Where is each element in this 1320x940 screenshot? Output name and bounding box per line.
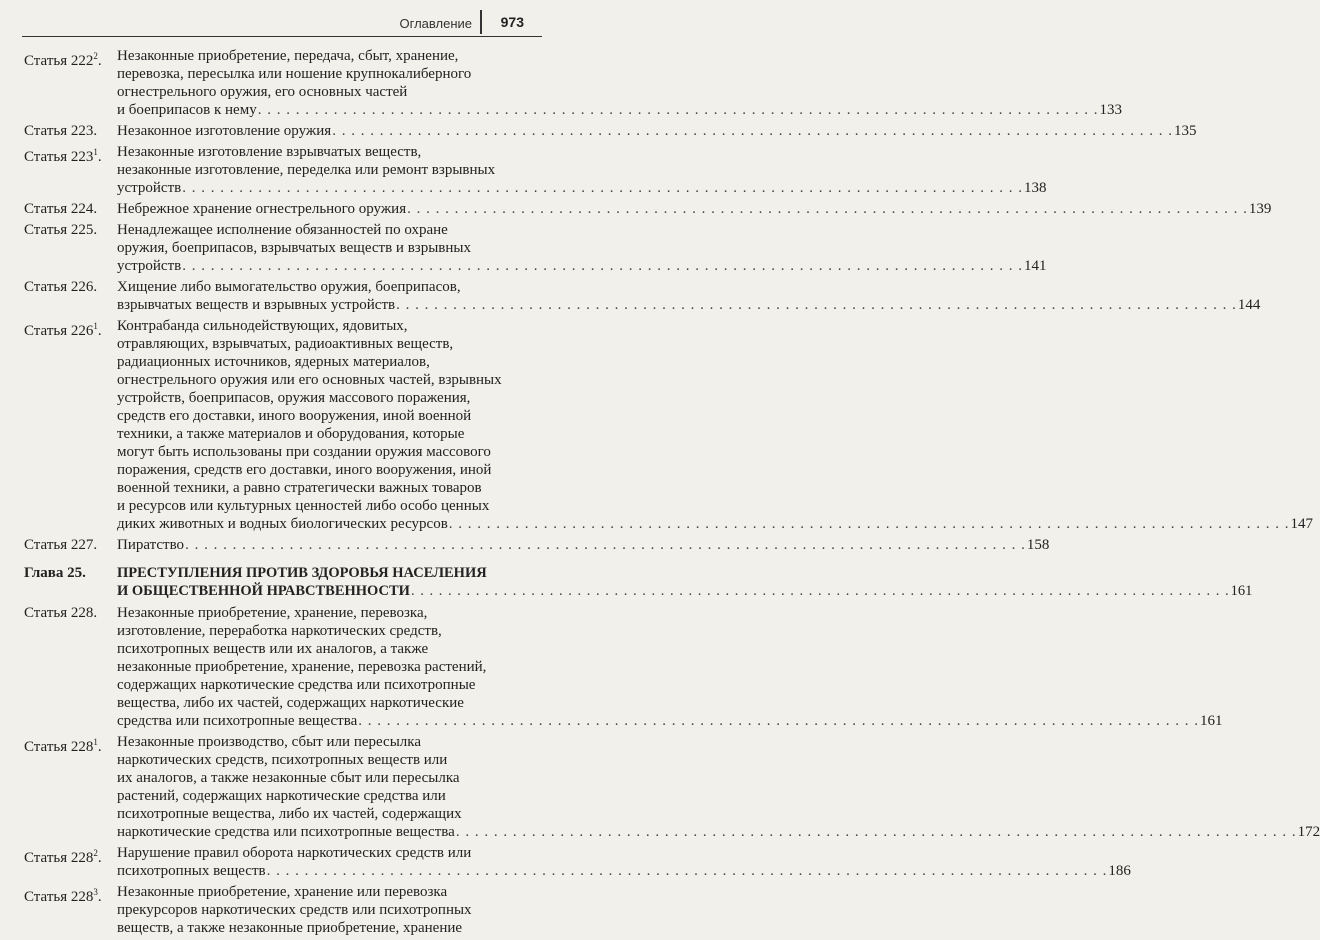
entry-title [117, 536, 1049, 554]
entry-title-line: веществ, а также незаконные приобретение, хранение [117, 920, 463, 936]
entry-title [117, 143, 1046, 197]
entry-title-line: Хищение либо вымогательство оружия, боеприпасов, [117, 279, 461, 295]
entry-label: Статья 225. [24, 222, 98, 238]
entry-title-line: взрывчатых веществ и взрывных устройств [117, 297, 396, 313]
toc-entry [24, 200, 1272, 218]
toc-entry [24, 844, 1131, 880]
entry-title-line: незаконные изготовление, переделка или ремонт взрывных [117, 162, 496, 178]
entry-title-line: могут быть использованы при создании оружия массового [117, 444, 491, 460]
header-divider [480, 10, 482, 34]
entry-title-line: оружия, боеприпасов, взрывчатых веществ и взрывных [117, 240, 471, 256]
entry-label: Статья $228^2$. [24, 848, 102, 866]
toc-entry [24, 47, 1122, 119]
entry-label: Статья $226^1$. [24, 321, 102, 339]
entry-title-line: прекурсоров наркотических средств или психотропных [117, 902, 472, 918]
entry-title-line: устройств [117, 258, 182, 274]
entry-title-line: Незаконные приобретение, хранение или перевозка [117, 884, 448, 900]
dot-leader [407, 200, 1248, 218]
entry-title-line: Пиратство [117, 537, 185, 553]
entry-title [117, 733, 1320, 841]
entry-title [117, 844, 1131, 880]
dot-leader [267, 862, 1108, 880]
entry-label: Статья $222^2$. [24, 51, 102, 69]
entry-page-number: 141 [1023, 258, 1047, 274]
entry-title-line: огнестрельного оружия, его основных частей [117, 84, 408, 100]
entry-page-number: 158 [1026, 537, 1050, 553]
entry-page-number: 161 [1200, 713, 1223, 729]
entry-title-line: изготовление, переработка наркотических средств, [117, 623, 442, 639]
entry-title [117, 317, 1313, 533]
dot-leader [411, 582, 1230, 600]
entry-title-line: Незаконные приобретение, передача, сбыт, хранение, [117, 48, 459, 64]
entry-title-line: их аналогов, а также незаконные сбыт или пересылка [117, 770, 460, 786]
entry-title-line: содержащих наркотические средства или психотропные [117, 677, 476, 693]
entry-page-number: 172 [1297, 824, 1320, 840]
entry-title-line: психотропные вещества, либо их частей, содержащих [117, 806, 462, 822]
entry-title-line: Незаконные производство, сбыт или пересылка [117, 734, 421, 750]
entry-title-line: средства или психотропные вещества [117, 713, 358, 729]
entry-title [117, 883, 527, 937]
running-header [22, 14, 542, 37]
entry-title-line: средств его доставки, иного вооружения, иной военной [117, 408, 472, 424]
entry-page-number: 139 [1248, 201, 1272, 217]
entry-page-number: 161 [1230, 583, 1253, 599]
toc-entry [24, 278, 1261, 314]
entry-label: Глава 25. [24, 565, 86, 581]
entry-title-line: военной техники, а равно стратегически важных товаров [117, 480, 482, 496]
entry-title-line: психотропных веществ или их аналогов, а также [117, 641, 429, 657]
entry-label: Статья 227. [24, 537, 98, 553]
toc-entry [24, 221, 1047, 275]
entry-title-line: незаконные приобретение, хранение, перевозка растений, [117, 659, 487, 675]
entry-label: Статья 226. [24, 279, 98, 295]
entry-title-line: огнестрельного оружия или его основных частей, взрывных [117, 372, 502, 388]
entry-label: Статья 223. [24, 123, 98, 139]
entry-title-line: Незаконное изготовление оружия [117, 123, 332, 139]
entry-title [117, 200, 1271, 218]
entry-page-number: 138 [1023, 180, 1047, 196]
entry-title-line: радиационных источников, ядерных материалов, [117, 354, 430, 370]
toc-entry [24, 143, 1047, 197]
entry-label: Статья $223^1$. [24, 147, 102, 165]
entry-label: Статья 224. [24, 201, 98, 217]
entry-title-line: Незаконные приобретение, хранение, перевозка, [117, 605, 428, 621]
toc-entry [24, 733, 1320, 841]
entry-title-line: устройств, боеприпасов, оружия массового поражения, [117, 390, 471, 406]
entry-title-line: устройств [117, 180, 182, 196]
toc-entry [24, 536, 1050, 554]
entry-title-line: наркотических средств, психотропных веществ или [117, 752, 448, 768]
table-of-contents [24, 47, 1320, 940]
entry-title-line: отравляющих, взрывчатых, радиоактивных веществ, [117, 336, 454, 352]
entry-title [117, 47, 1122, 119]
entry-page-number: 147 [1290, 516, 1314, 532]
entry-title [117, 604, 1223, 730]
entry-title [117, 564, 1252, 600]
entry-page-number: 144 [1237, 297, 1261, 313]
dot-leader [182, 179, 1023, 197]
entry-title-line: И ОБЩЕСТВЕННОЙ НРАВСТВЕННОСТИ [117, 583, 410, 599]
entry-label: Статья $228^1$. [24, 737, 102, 755]
entry-title [117, 221, 1046, 275]
dot-leader [185, 536, 1026, 554]
entry-title-line: вещества, либо их частей, содержащих наркотические [117, 695, 464, 711]
toc-entry [24, 883, 527, 937]
entry-title-line: поражения, средств его доставки, иного вооружения, иной [117, 462, 492, 478]
entry-page-number: 135 [1173, 123, 1197, 139]
dot-leader [358, 712, 1199, 730]
entry-title-line: Незаконные изготовление взрывчатых веществ, [117, 144, 422, 160]
entry-title-line: наркотические средства или психотропные вещества [117, 824, 455, 840]
entry-title-line: перевозка, пересылка или ношение крупнокалиберного [117, 66, 472, 82]
entry-title-line: техники, а также материалов и оборудования, которые [117, 426, 465, 442]
entry-title-line: диких животных и водных биологических ресурсов [117, 516, 448, 532]
entry-title-line: растений, содержащих наркотические средства или [117, 788, 446, 804]
toc-entry [24, 604, 1223, 730]
header-title: Оглавление [399, 16, 472, 31]
entry-label: Статья 228. [24, 605, 98, 621]
entry-title-line: и ресурсов или культурных ценностей либо особо ценных [117, 498, 490, 514]
entry-title [117, 122, 1196, 140]
entry-title-line: и боеприпасов к нему [117, 102, 257, 118]
dot-leader [332, 122, 1173, 140]
toc-entry [24, 317, 1314, 533]
entry-page-number: 133 [1099, 102, 1122, 118]
entry-label: Статья $228^3$. [24, 887, 102, 905]
toc-entry [24, 122, 1197, 140]
entry-title-line: Контрабанда сильнодействующих, ядовитых, [117, 318, 408, 334]
entry-title-line: Ненадлежащее исполнение обязанностей по охране [117, 222, 448, 238]
dot-leader [258, 101, 1099, 119]
toc-chapter [24, 564, 1253, 600]
dot-leader [456, 823, 1297, 841]
dot-leader [396, 296, 1237, 314]
entry-title-line: Нарушение правил оборота наркотических средств или [117, 845, 472, 861]
dot-leader [182, 257, 1023, 275]
entry-title-line: Небрежное хранение огнестрельного оружия [117, 201, 407, 217]
entry-page-number: 186 [1108, 863, 1131, 879]
header-page-number: 973 [500, 14, 524, 30]
dot-leader [449, 515, 1290, 533]
entry-title-line: ПРЕСТУПЛЕНИЯ ПРОТИВ ЗДОРОВЬЯ НАСЕЛЕНИЯ [117, 565, 487, 581]
entry-title-line: психотропных веществ [117, 863, 266, 879]
entry-title [117, 278, 1260, 314]
